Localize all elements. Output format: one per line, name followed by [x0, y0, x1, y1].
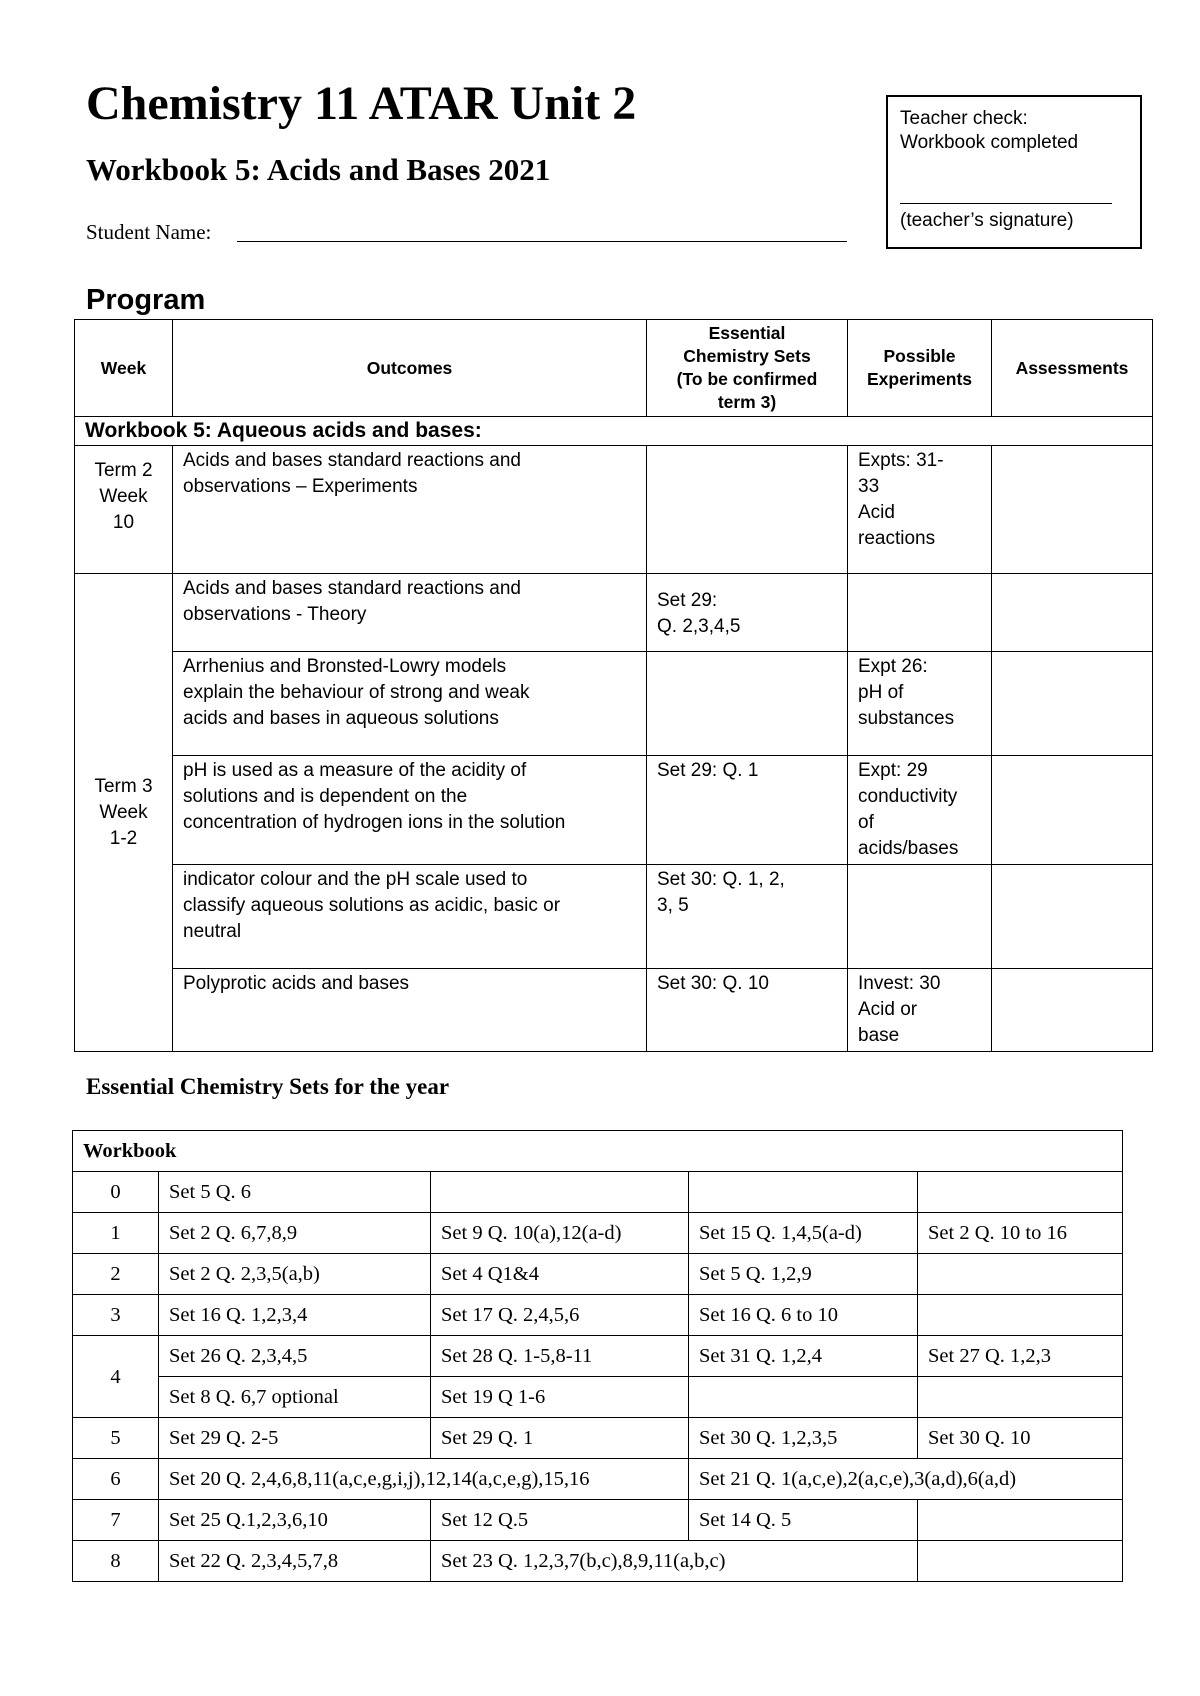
- workbook-number: 2: [73, 1254, 159, 1295]
- table-row: [73, 1172, 1123, 1213]
- set-cell: [689, 1172, 918, 1213]
- set-cell: [918, 1541, 1123, 1582]
- col-assessments: Assessments: [992, 320, 1153, 417]
- set-cell: [918, 1500, 1123, 1541]
- set-cell: [918, 1377, 1123, 1418]
- assessment-cell: [992, 574, 1153, 652]
- set-cell: Set 30 Q. 10: [918, 1418, 1123, 1459]
- set-cell: Set 31 Q. 1,2,4: [689, 1336, 918, 1377]
- set-cell: Set 5 Q. 6: [159, 1172, 431, 1213]
- set-cell: Set 14 Q. 5: [689, 1500, 918, 1541]
- experiment-cell: [848, 574, 992, 652]
- set-cell: Set 9 Q. 10(a),12(a-d): [431, 1213, 689, 1254]
- set-cell: Set 2 Q. 2,3,5(a,b): [159, 1254, 431, 1295]
- outcome-cell: Acids and bases standard reactions and observations – Experiments: [173, 446, 647, 574]
- set-cell: Set 2 Q. 10 to 16: [918, 1213, 1123, 1254]
- document-subtitle: Workbook 5: Acids and Bases 2021: [86, 152, 551, 187]
- set-cell: Set 5 Q. 1,2,9: [689, 1254, 918, 1295]
- experiment-cell: [848, 865, 992, 969]
- assessment-cell: [992, 756, 1153, 865]
- program-header-row: [75, 320, 1153, 417]
- sets-cell: Set 29: Q. 1: [647, 756, 848, 865]
- section-title: Workbook 5: Aqueous acids and bases:: [75, 417, 1153, 446]
- experiment-cell: Expts: 31- 33 Acid reactions: [848, 446, 992, 574]
- sets-cell: Set 29: Q. 2,3,4,5: [647, 574, 848, 652]
- set-cell: Set 27 Q. 1,2,3: [918, 1336, 1123, 1377]
- table-row: [75, 865, 1153, 969]
- workbook-number: 0: [73, 1172, 159, 1213]
- col-chemistry-sets: Essential Chemistry Sets (To be confirmed term 3): [647, 320, 848, 417]
- sets-header-row: [73, 1131, 1123, 1172]
- table-row: [73, 1459, 1123, 1500]
- student-name-label: Student Name:: [86, 220, 212, 244]
- assessment-cell: [992, 652, 1153, 756]
- student-name-line: [237, 241, 847, 242]
- signature-line: [900, 203, 1112, 204]
- workbook-completed-label: Workbook completed: [900, 132, 1079, 153]
- set-cell: [431, 1172, 689, 1213]
- workbook-number: 6: [73, 1459, 159, 1500]
- assessment-cell: [992, 865, 1153, 969]
- teacher-signature-label: (teacher’s signature): [900, 210, 1074, 231]
- set-cell: Set 17 Q. 2,4,5,6: [431, 1295, 689, 1336]
- outcome-cell: Acids and bases standard reactions and observations - Theory: [173, 574, 647, 652]
- table-row: [73, 1541, 1123, 1582]
- table-row: [73, 1336, 1123, 1377]
- table-row: [75, 574, 1153, 652]
- table-row: [73, 1254, 1123, 1295]
- table-row: [73, 1377, 1123, 1418]
- workbook-header: Workbook: [73, 1131, 1123, 1172]
- outcome-cell: indicator colour and the pH scale used to classify aqueous solutions as acidic, basic or neutral: [173, 865, 647, 969]
- set-cell: Set 29 Q. 2-5: [159, 1418, 431, 1459]
- experiment-cell: Invest: 30 Acid or base: [848, 969, 992, 1052]
- sets-cell: Set 30: Q. 10: [647, 969, 848, 1052]
- sets-cell: Set 30: Q. 1, 2, 3, 5: [647, 865, 848, 969]
- set-cell: Set 12 Q.5: [431, 1500, 689, 1541]
- experiment-cell: Expt 26: pH of substances: [848, 652, 992, 756]
- set-cell: Set 21 Q. 1(a,c,e),2(a,c,e),3(a,d),6(a,d): [689, 1459, 1123, 1500]
- set-cell: Set 30 Q. 1,2,3,5: [689, 1418, 918, 1459]
- section-row: [75, 417, 1153, 446]
- week-cell-term2: Term 2 Week 10: [75, 446, 173, 574]
- workbook-number: 4: [73, 1336, 159, 1418]
- sets-heading: Essential Chemistry Sets for the year: [86, 1074, 450, 1099]
- table-row: [75, 969, 1153, 1052]
- set-cell: Set 16 Q. 1,2,3,4: [159, 1295, 431, 1336]
- teacher-check-box: [886, 95, 1142, 249]
- assessment-cell: [992, 446, 1153, 574]
- set-cell: Set 29 Q. 1: [431, 1418, 689, 1459]
- table-row: [75, 756, 1153, 865]
- set-cell: Set 28 Q. 1-5,8-11: [431, 1336, 689, 1377]
- table-row: [75, 446, 1153, 574]
- set-cell: [689, 1377, 918, 1418]
- set-cell: Set 8 Q. 6,7 optional: [159, 1377, 431, 1418]
- set-cell: Set 23 Q. 1,2,3,7(b,c),8,9,11(a,b,c): [431, 1541, 918, 1582]
- set-cell: Set 19 Q 1-6: [431, 1377, 689, 1418]
- set-cell: Set 16 Q. 6 to 10: [689, 1295, 918, 1336]
- set-cell: [918, 1295, 1123, 1336]
- set-cell: Set 22 Q. 2,3,4,5,7,8: [159, 1541, 431, 1582]
- assessment-cell: [992, 969, 1153, 1052]
- workbook-number: 3: [73, 1295, 159, 1336]
- table-row: [73, 1418, 1123, 1459]
- set-cell: [918, 1172, 1123, 1213]
- workbook-number: 8: [73, 1541, 159, 1582]
- col-week: Week: [75, 320, 173, 417]
- table-row: [73, 1500, 1123, 1541]
- sets-table: [72, 1130, 1123, 1582]
- set-cell: Set 4 Q1&4: [431, 1254, 689, 1295]
- table-row: [73, 1295, 1123, 1336]
- workbook-number: 5: [73, 1418, 159, 1459]
- outcome-cell: pH is used as a measure of the acidity of solutions and is dependent on the concentration of hydrogen ions in the solution: [173, 756, 647, 865]
- set-cell: Set 25 Q.1,2,3,6,10: [159, 1500, 431, 1541]
- week-cell-term3: Term 3 Week 1-2: [75, 574, 173, 1052]
- col-outcomes: Outcomes: [173, 320, 647, 417]
- col-experiments: Possible Experiments: [848, 320, 992, 417]
- document-title: Chemistry 11 ATAR Unit 2: [86, 77, 637, 130]
- workbook-number: 1: [73, 1213, 159, 1254]
- set-cell: Set 15 Q. 1,4,5(a-d): [689, 1213, 918, 1254]
- set-cell: Set 26 Q. 2,3,4,5: [159, 1336, 431, 1377]
- sets-cell: [647, 446, 848, 574]
- teacher-check-label: Teacher check:: [900, 108, 1028, 129]
- table-row: [75, 652, 1153, 756]
- experiment-cell: Expt: 29 conductivity of acids/bases: [848, 756, 992, 865]
- program-table: [74, 319, 1153, 1052]
- outcome-cell: Polyprotic acids and bases: [173, 969, 647, 1052]
- outcome-cell: Arrhenius and Bronsted-Lowry models explain the behaviour of strong and weak acids and bases in aqueous solutions: [173, 652, 647, 756]
- sets-cell: [647, 652, 848, 756]
- table-row: [73, 1213, 1123, 1254]
- set-cell: Set 20 Q. 2,4,6,8,11(a,c,e,g,i,j),12,14(a,c,e,g),15,16: [159, 1459, 689, 1500]
- set-cell: [918, 1254, 1123, 1295]
- set-cell: Set 2 Q. 6,7,8,9: [159, 1213, 431, 1254]
- workbook-number: 7: [73, 1500, 159, 1541]
- program-heading: Program: [86, 284, 206, 316]
